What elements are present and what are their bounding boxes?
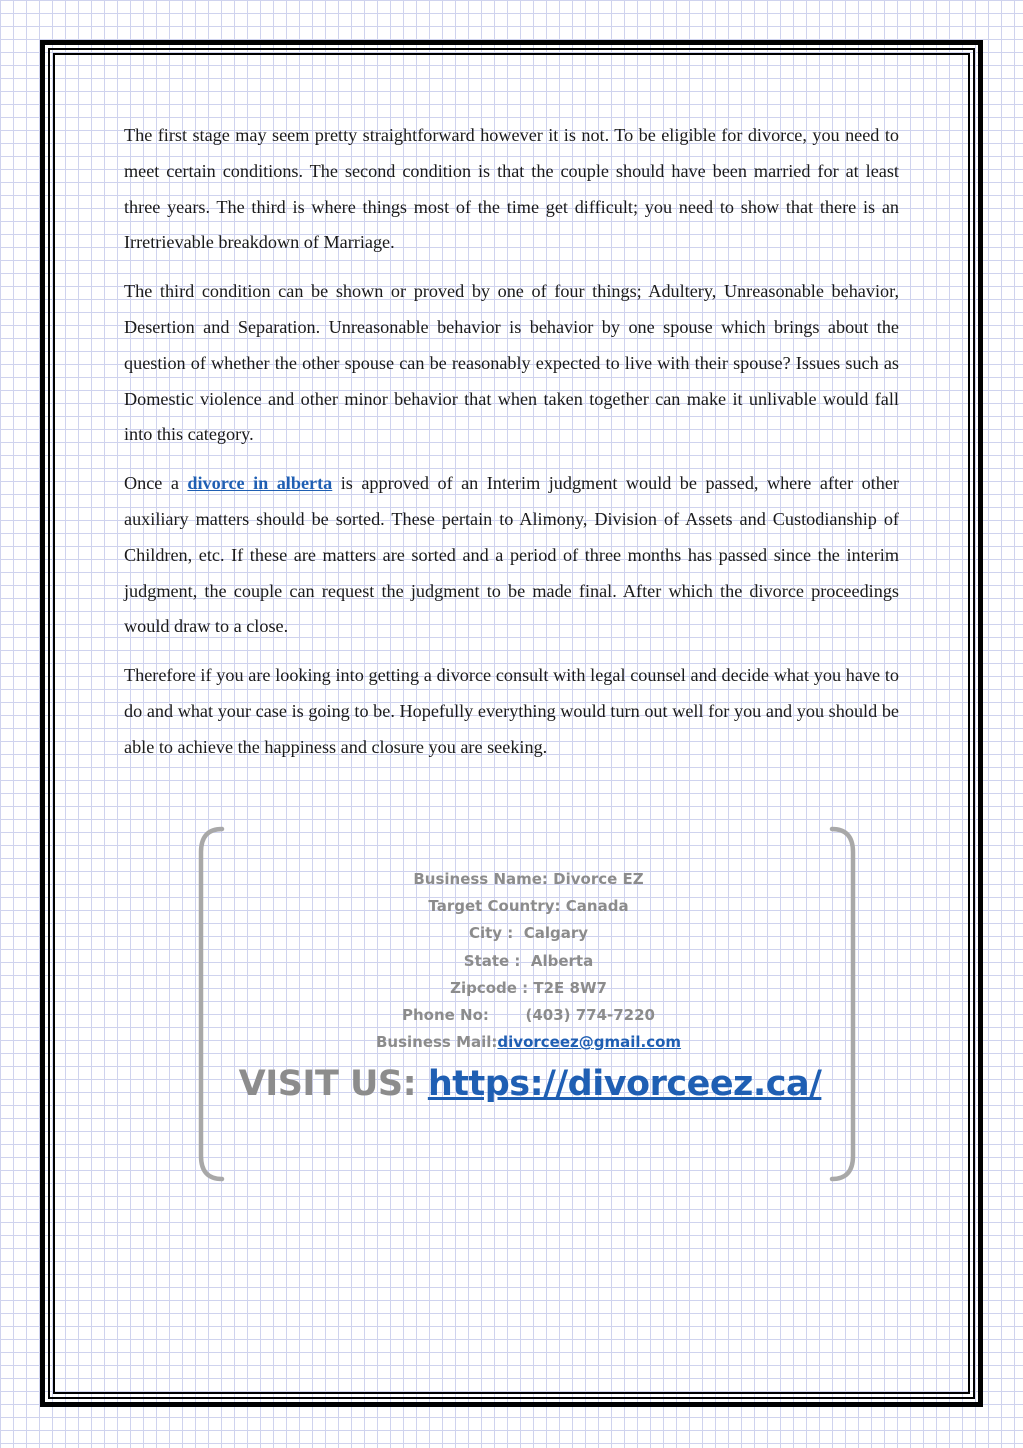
right-bracket-decoration bbox=[828, 826, 864, 1182]
phone-number: Phone No: (403) 774-7220 bbox=[402, 1006, 655, 1025]
website-link[interactable]: https://divorceez.ca/ bbox=[427, 1064, 822, 1104]
zipcode: Zipcode : T2E 8W7 bbox=[450, 978, 607, 997]
paragraph-text-before-link: Once a bbox=[124, 473, 188, 494]
paragraph-conclusion: Therefore if you are looking into getting a divorce consult with legal counsel and decide what you have to do and what your case is going to be. Hopefully everything would turn out well for you and you should be able to achieve the happiness and closure you are seeking. bbox=[124, 665, 899, 757]
paragraph-interim-judgment bbox=[124, 466, 899, 645]
business-info-block bbox=[230, 866, 827, 1056]
business-mail-label: Business Mail: bbox=[375, 1033, 498, 1052]
paragraph-text-after-link: is approved of an Interim judgment would be passed, where after other auxiliary matters should be sorted. These pertain to Alimony, Division of Assets and Custodianship of Children, etc. If these are matters are sorted and a period of three months has passed since the interim judgment, the couple can request the judgment to be made final. After which the divorce proceedings would draw to a close. bbox=[124, 473, 899, 637]
left-bracket-decoration bbox=[190, 826, 226, 1182]
business-name: Business Name: Divorce EZ bbox=[413, 870, 644, 888]
state: State : Alberta bbox=[463, 951, 594, 970]
visit-us-label: VISIT US: bbox=[238, 1064, 428, 1104]
visit-us-line bbox=[200, 1054, 860, 1114]
business-email-link[interactable]: divorceez@gmail.com bbox=[497, 1033, 682, 1052]
divorce-in-alberta-link[interactable]: divorce in alberta bbox=[187, 473, 333, 494]
paragraph-third-condition: The third condition can be shown or proved by one of four things; Adultery, Unreasonable behavior, Desertion and Separation. Unreasonable behavior is behavior by one spouse which brings about the question of whether the other spouse can be reasonably expected to live with their spouse? Issues such as Domestic violence and other minor behavior that when taken together can make it unlivable would fall into this category. bbox=[124, 281, 899, 445]
business-mail bbox=[230, 1029, 827, 1056]
target-country: Target Country: Canada bbox=[428, 897, 629, 916]
city: City : Calgary bbox=[468, 924, 589, 943]
paragraph-eligibility: The first stage may seem pretty straightforward however it is not. To be eligible for divorce, you need to meet certain conditions. The second condition is that the couple should have been married for at least three years. The third is where things most of the time get difficult; you need to show that there is an Irretrievable breakdown of Marriage. bbox=[124, 125, 899, 253]
article-body bbox=[124, 118, 899, 779]
